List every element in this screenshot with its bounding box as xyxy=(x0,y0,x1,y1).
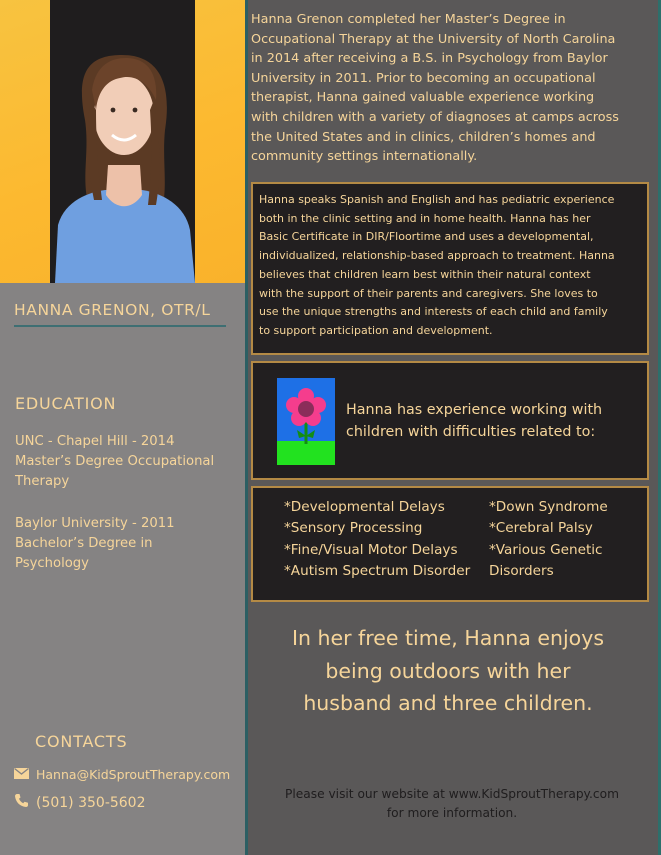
list-item: *Cerebral Palsy xyxy=(489,520,593,537)
hobby-line: being outdoors with her xyxy=(325,658,571,683)
website-line[interactable]: Please visit our website at www.KidSproutTherapy.com xyxy=(285,787,619,801)
approach-line: Basic Certificate in DIR/Floortime and uses a developmental, xyxy=(259,230,594,244)
name-divider xyxy=(14,325,226,327)
intro-line: therapist, Hanna gained valuable experience working xyxy=(251,90,595,106)
hobby-line: husband and three children. xyxy=(303,691,593,715)
list-item: *Various Genetic xyxy=(489,541,603,558)
education-degree: Bachelor’s Degree in xyxy=(15,536,153,551)
education-school: Baylor University - 2011 xyxy=(15,516,175,531)
experience-line: Hanna has experience working with xyxy=(346,402,603,418)
name-title: HANNA GRENON, OTR/L xyxy=(14,301,211,319)
hobby-line: In her free time, Hanna enjoys xyxy=(291,626,605,650)
approach-line: individualized, relationship-based approach to treatment. Hanna xyxy=(259,249,615,263)
intro-line: Hanna Grenon completed her Master’s Degree in xyxy=(251,12,566,27)
experience-box xyxy=(251,361,649,480)
contacts-heading: CONTACTS xyxy=(35,732,128,751)
website-line: for more information. xyxy=(386,805,518,820)
intro-paragraph xyxy=(251,10,646,167)
flower-icon xyxy=(277,378,335,465)
approach-line: both in the clinic setting and in home health. Hanna has her xyxy=(259,211,591,225)
approach-box xyxy=(251,182,649,355)
education-degree: Master’s Degree Occupational xyxy=(15,454,215,469)
difficulties-list-right xyxy=(489,497,644,582)
list-item: *Down Syndrome xyxy=(489,499,608,515)
approach-line: use the unique strengths and interests of each child and family xyxy=(259,305,608,319)
education-entry xyxy=(15,432,245,492)
envelope-icon xyxy=(14,767,29,782)
intro-line: with children with a variety of diagnoses at camps across xyxy=(251,109,619,125)
education-heading: EDUCATION xyxy=(15,394,117,413)
intro-line: Occupational Therapy at the University of North Carolina xyxy=(251,31,616,47)
list-item: Disorders xyxy=(489,562,554,579)
approach-line: Hanna speaks Spanish and English and has pediatric experience xyxy=(259,193,615,206)
email-text[interactable]: Hanna@KidSproutTherapy.com xyxy=(36,767,231,782)
approach-line: with the support of their parents and caregivers. She loves to xyxy=(259,286,598,300)
list-item: *Developmental Delays xyxy=(284,499,445,515)
approach-paragraph xyxy=(253,184,647,341)
intro-line: in 2014 after receiving a B.S. in Psychology from Baylor xyxy=(251,51,608,67)
approach-line: to support participation and development. xyxy=(259,323,493,337)
education-degree-cont: Psychology xyxy=(15,556,89,571)
intro-line: University in 2011. Prior to becoming an occupational xyxy=(251,70,596,86)
intro-line: the United States and in clinics, children’s homes and xyxy=(251,129,596,145)
website-note xyxy=(262,785,642,822)
difficulties-box xyxy=(251,486,649,602)
experience-text xyxy=(346,400,646,443)
difficulties-list-left xyxy=(284,497,494,582)
phone-text[interactable]: (501) 350-5602 xyxy=(36,794,146,811)
hobby-statement xyxy=(264,622,632,720)
phone-contact[interactable] xyxy=(14,793,146,812)
education-entry xyxy=(15,514,245,574)
list-item: *Sensory Processing xyxy=(284,520,423,537)
email-contact[interactable] xyxy=(14,767,230,782)
list-item: *Fine/Visual Motor Delays xyxy=(284,541,458,558)
intro-line: community settings internationally. xyxy=(251,149,478,165)
education-school: UNC - Chapel Hill - 2014 xyxy=(15,434,175,449)
phone-icon xyxy=(14,793,29,812)
education-degree-cont: Therapy xyxy=(15,474,70,489)
approach-line: believes that children learn best within their natural context xyxy=(259,267,591,281)
profile-photo xyxy=(50,0,195,283)
experience-line: children with difficulties related to: xyxy=(346,423,596,440)
list-item: *Autism Spectrum Disorder xyxy=(284,562,471,579)
